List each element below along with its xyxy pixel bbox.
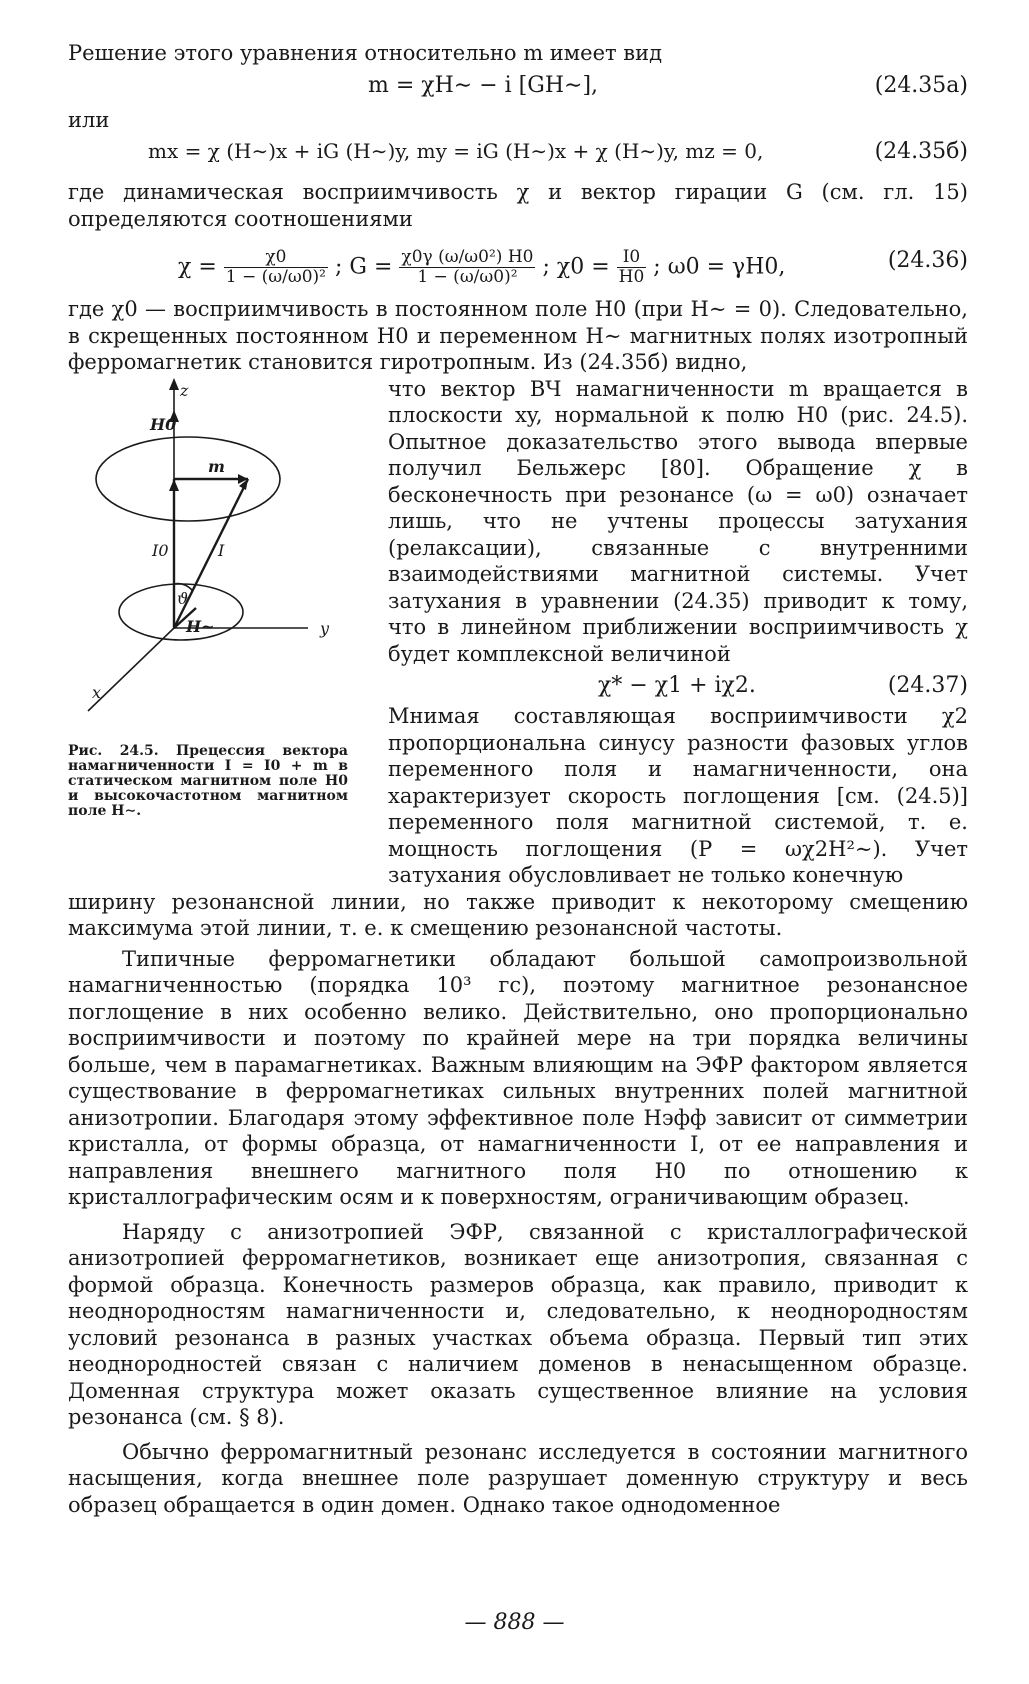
equation-number: (24.36)	[887, 248, 968, 273]
eq-chi0: ; χ0 =	[542, 254, 610, 280]
m-label: m	[208, 456, 225, 476]
eq-chi: χ =	[178, 254, 217, 280]
paragraph-anisotropy: Наряду с анизотропией ЭФР, связанной с кристаллографической анизотропией ферромагнетиков, возникает еще анизотропия, связанная с формой образца. Конечность размеров образца, как правило, приводит к неоднородностям намагниченности и, следовательно, к неоднородностям условий резонанса в разных участках объема образца. Первый тип этих неоднородностей связан с наличием доменов в ненасыщенном образце. Доменная структура может оказать существенное влияние на условия резонанса (см. § 8).	[68, 1219, 968, 1429]
precession-diagram	[68, 376, 358, 736]
intro-line: Решение этого уравнения относительно m имеет вид	[68, 41, 663, 65]
or-line: или	[68, 107, 110, 132]
paragraph-wrap-1: что вектор ВЧ намагниченности m вращается в плоскости xy, нормальной к полю H0 (рис. 24.5). Опытное доказательство этого вывода впервые получил Бельжерс [80]. Обращение χ в бесконечность при резонансе (ω = ω0) означает лишь, что не учтены процессы затухания (релаксации), связанные с внутренними взаимодействиями магнитной системы. Учет затухания в уравнении (24.35) приводит к тому, что в линейном приближении восприимчивость χ будет комплексной величиной	[388, 376, 968, 666]
I0-label: I0	[152, 540, 169, 560]
y-label: y	[320, 618, 330, 638]
frac-den: H0	[618, 267, 645, 287]
frac-num: χ0	[265, 247, 287, 267]
equation-24-35a	[68, 67, 968, 107]
equation-number: (24.35б)	[874, 139, 968, 164]
equation-number: (24.35а)	[874, 72, 968, 98]
figure-24-5	[68, 376, 358, 819]
paragraph-typical: Типичные ферромагнетики обладают большой самопроизвольной намагниченностью (порядка 10³ гс), поэтому магнитное резонансное поглощение в них особенно велико. Действительно, оно пропорционально восприимчивости и поэтому по крайней мере на три порядка величины больше, чем в парамагнетиках. Важным влияющим на ЭФР фактором является существование в ферромагнетиках сильных внутренних полей магнитной анизотропии. Благодаря этому эффективное поле Hэфф зависит от симметрии кристалла, от формы образца, от намагниченности I, от ее направления и направления внешнего магнитного поля H0 по отношению к кристаллографическим осям и к поверхностям, ограничивающим образец.	[68, 946, 968, 1209]
theta-label: ϑ	[177, 588, 189, 608]
fraction-1	[224, 248, 328, 287]
equation-body: mx = χ (H∼)x + iG (H∼)y, my = iG (H∼)x + χ (H∼)y, mz = 0,	[148, 139, 764, 163]
equation-24-36	[68, 232, 968, 290]
wrapped-text-column	[388, 376, 968, 889]
I0-arrowhead	[169, 479, 179, 491]
figure-wrap-row	[68, 376, 968, 889]
equation-24-37	[388, 667, 968, 703]
frac-num: χ0γ (ω/ω0²) H0	[401, 247, 534, 267]
fraction-2	[399, 248, 535, 287]
I-label: I	[218, 540, 225, 560]
frac-den: 1 − (ω/ω0)²	[399, 267, 535, 287]
frac-den: 1 − (ω/ω0)²	[225, 267, 326, 287]
equation-24-35b	[68, 133, 968, 173]
paragraph-where: где динамическая восприимчивость χ и вектор гирации G (см. гл. 15) определяются соотношениями	[68, 180, 968, 231]
x-label: x	[92, 682, 102, 702]
equation-number: (24.37)	[887, 673, 968, 698]
paragraph-chi0: где χ0 — восприимчивость в постоянном поле H0 (при H∼ = 0). Следовательно, в скрещенных постоянном H0 и переменном H∼ магнитных полях изотропный ферромагнетик становится гиротропным. Из (24.35б) видно,	[68, 297, 968, 374]
equation-body	[178, 248, 785, 287]
eq-G: ; G =	[334, 254, 393, 280]
fraction-3	[617, 248, 647, 287]
page	[68, 40, 968, 1518]
z-label: z	[180, 380, 189, 400]
page-number: — 888 —	[464, 1610, 565, 1635]
paragraph-usual: Обычно ферромагнитный резонанс исследуется в состоянии магнитного насыщения, когда внешнее поле разрушает доменную структуру и весь образец обращается в один домен. Однако такое однодоменное	[68, 1439, 968, 1517]
paragraph-wrap-2: Мнимая составляющая восприимчивости χ2 пропорциональна синусу разности фазовых углов переменного поля и намагниченности, она характеризует скорость поглощения [см. (24.5)] переменного поля магнитной системой, т. е. мощность поглощения (P = ωχ2H²∼). Учет затухания обусловливает не только конечную	[388, 704, 968, 887]
H0-label: H0	[150, 414, 177, 434]
z-arrowhead	[169, 378, 179, 390]
equation-body: χ* − χ1 + iχ2.	[598, 673, 756, 698]
frac-num: I0	[622, 247, 641, 267]
eq-tail: ; ω0 = γH0,	[653, 254, 786, 280]
equation-body: m = χH∼ − i [GH∼],	[368, 72, 599, 98]
paragraph-continuation: ширину резонансной линии, но также приводит к некоторому смещению максимума этой линии, т. е. к смещению резонансной частоты.	[68, 889, 968, 940]
H-sim-label: H∼	[186, 616, 215, 636]
figure-caption: Рис. 24.5. Прецессия вектора намагниченности I = I0 + m в статическом магнитном поле H0 и высокочастотном магнитном поле H∼.	[68, 742, 348, 819]
